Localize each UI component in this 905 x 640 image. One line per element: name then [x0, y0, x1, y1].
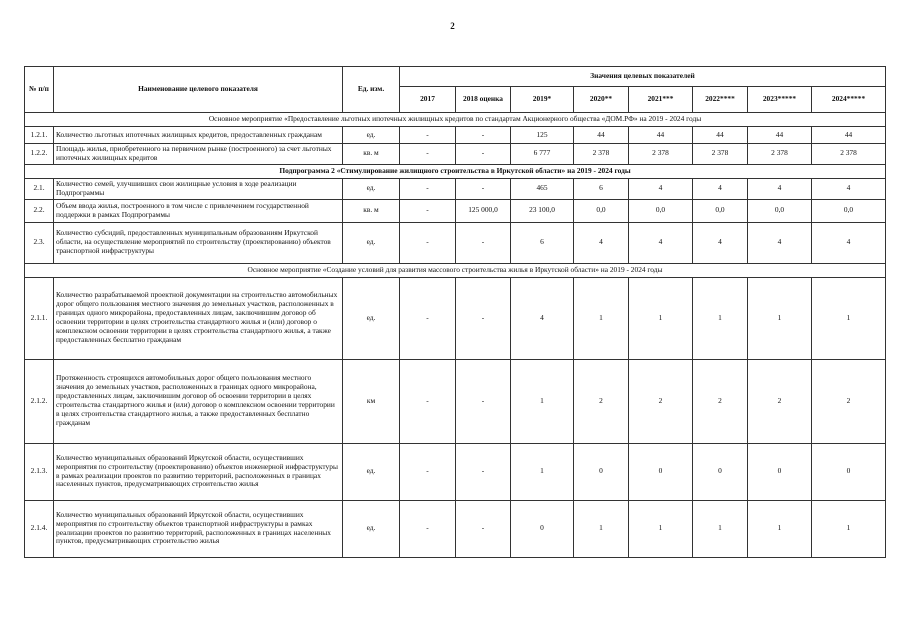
table-row — [25, 127, 886, 144]
row-number: 2.1.2. — [25, 359, 54, 443]
value-cell: 44 — [574, 127, 629, 144]
value-cell: 125 — [511, 127, 574, 144]
value-cell: 0,0 — [629, 199, 693, 222]
value-cell: 0,0 — [748, 199, 812, 222]
value-cell: 0 — [748, 443, 812, 500]
row-number: 2.1.3. — [25, 443, 54, 500]
value-cell: 6 — [574, 178, 629, 199]
value-cell: 2 — [812, 359, 886, 443]
value-cell: - — [456, 500, 511, 557]
value-cell: 4 — [629, 178, 693, 199]
value-cell: 1 — [629, 277, 693, 359]
header-number: № п/п — [25, 67, 54, 113]
value-cell: 1 — [574, 500, 629, 557]
value-cell: 1 — [574, 277, 629, 359]
unit-cell: км — [343, 359, 400, 443]
row-number: 2.3. — [25, 222, 54, 263]
value-cell: 0 — [812, 443, 886, 500]
indicator-name: Количество муниципальных образований Иркутской области, осуществивших мероприятия по строительству объектов транспортной инфраструктуры в рамках реализации проектов по развитию территорий, расположенных в границах населенных пунктов, предусматривающих строительство жилья — [54, 500, 343, 557]
row-number: 2.2. — [25, 199, 54, 222]
value-cell: 1 — [629, 500, 693, 557]
value-cell: 0,0 — [812, 199, 886, 222]
value-cell: 2 378 — [812, 144, 886, 165]
value-cell: 4 — [629, 222, 693, 263]
value-cell: 2 — [748, 359, 812, 443]
value-cell: 1 — [511, 359, 574, 443]
table-row — [25, 500, 886, 557]
value-cell: 4 — [693, 222, 748, 263]
indicator-name: Количество семей, улучшивших свои жилищные условия в ходе реализации Подпрограммы — [54, 178, 343, 199]
unit-cell: ед. — [343, 277, 400, 359]
value-cell: 2 378 — [574, 144, 629, 165]
page-number: 2 — [450, 21, 455, 31]
header-year: 2021*** — [629, 87, 693, 113]
section-title: Основное мероприятие «Создание условий для развития массового строительства жилья в Иркутской области» на 2019 - 2024 годы — [25, 263, 886, 277]
value-cell: 4 — [748, 178, 812, 199]
unit-cell: ед. — [343, 222, 400, 263]
header-year: 2019* — [511, 87, 574, 113]
value-cell: - — [400, 500, 456, 557]
value-cell: - — [400, 178, 456, 199]
value-cell: 4 — [812, 222, 886, 263]
value-cell: - — [456, 222, 511, 263]
header-year: 2018 оценка — [456, 87, 511, 113]
value-cell: 0,0 — [693, 199, 748, 222]
section-title: Основное мероприятие «Предоставление льготных ипотечных жилищных кредитов по стандартам Акционерного общества «ДОМ.РФ» на 2019 - 2024 годы — [25, 113, 886, 127]
row-number: 2.1.4. — [25, 500, 54, 557]
value-cell: 0 — [511, 500, 574, 557]
value-cell: 2 — [629, 359, 693, 443]
indicators-table — [24, 66, 886, 558]
unit-cell: ед. — [343, 500, 400, 557]
unit-cell: кв. м — [343, 144, 400, 165]
value-cell: - — [400, 443, 456, 500]
value-cell: 44 — [693, 127, 748, 144]
value-cell: 465 — [511, 178, 574, 199]
indicator-name: Количество субсидий, предоставленных муниципальным образованиям Иркутской области, на осуществление мероприятий по строительству (проектированию) объектов транспортной инфраструктуры — [54, 222, 343, 263]
header-year: 2023***** — [748, 87, 812, 113]
value-cell: - — [456, 277, 511, 359]
value-cell: - — [400, 144, 456, 165]
value-cell: 1 — [748, 277, 812, 359]
table-body — [25, 113, 886, 558]
value-cell: 44 — [812, 127, 886, 144]
value-cell: - — [400, 359, 456, 443]
section-title: Подпрограмма 2 «Стимулирование жилищного строительства в Иркутской области» на 2019 - 2024 годы — [25, 164, 886, 178]
row-number: 2.1. — [25, 178, 54, 199]
value-cell: 6 777 — [511, 144, 574, 165]
indicator-name: Количество льготных ипотечных жилищных кредитов, предоставленных гражданам — [54, 127, 343, 144]
row-number: 1.2.1. — [25, 127, 54, 144]
indicator-name: Количество муниципальных образований Иркутской области, осуществивших мероприятия по строительству (проектированию) объектов инженерной инфраструктуры в рамках реализации проектов по развитию территорий, расположенных в границах населенных пунктов, предусматривающих строительство жилья — [54, 443, 343, 500]
value-cell: 1 — [812, 277, 886, 359]
table-row — [25, 222, 886, 263]
header-year: 2017 — [400, 87, 456, 113]
value-cell: - — [400, 277, 456, 359]
unit-cell: ед. — [343, 178, 400, 199]
row-number: 1.2.2. — [25, 144, 54, 165]
table-row — [25, 359, 886, 443]
value-cell: 125 000,0 — [456, 199, 511, 222]
unit-cell: кв. м — [343, 199, 400, 222]
value-cell: 4 — [693, 178, 748, 199]
value-cell: 0 — [629, 443, 693, 500]
indicator-name: Количество разрабатываемой проектной документации на строительство автомобильных дорог общего пользования местного значения до земельных участков, расположенных в границах одного микрорайона, предоставленных лицам, заключившим договор об освоении территории в целях строительства стандартного жилья и (или) договор о комплексном освоении территории в целях строительства стандартного жилья, а также предоставленных бесплатно гражданам — [54, 277, 343, 359]
value-cell: 2 — [574, 359, 629, 443]
value-cell: 1 — [812, 500, 886, 557]
value-cell: - — [400, 127, 456, 144]
table-row — [25, 178, 886, 199]
section-row — [25, 113, 886, 127]
value-cell: - — [456, 178, 511, 199]
value-cell: 2 — [693, 359, 748, 443]
section-row — [25, 263, 886, 277]
header-year: 2024***** — [812, 87, 886, 113]
value-cell: 23 100,0 — [511, 199, 574, 222]
value-cell: 0 — [693, 443, 748, 500]
value-cell: - — [456, 144, 511, 165]
value-cell: 4 — [574, 222, 629, 263]
value-cell: 1 — [693, 500, 748, 557]
value-cell: 0,0 — [574, 199, 629, 222]
value-cell: 44 — [748, 127, 812, 144]
value-cell: 2 378 — [693, 144, 748, 165]
value-cell: 0 — [574, 443, 629, 500]
value-cell: 1 — [748, 500, 812, 557]
value-cell: - — [456, 359, 511, 443]
header-values-group: Значения целевых показателей — [400, 67, 886, 87]
indicator-name: Объем ввода жилья, построенного в том числе с привлечением государственной поддержки в рамках Подпрограммы — [54, 199, 343, 222]
value-cell: 2 378 — [629, 144, 693, 165]
unit-cell: ед. — [343, 127, 400, 144]
value-cell: 6 — [511, 222, 574, 263]
table-row — [25, 277, 886, 359]
value-cell: - — [400, 199, 456, 222]
value-cell: - — [400, 222, 456, 263]
value-cell: 4 — [511, 277, 574, 359]
value-cell: - — [456, 443, 511, 500]
header-year: 2022**** — [693, 87, 748, 113]
table-row — [25, 144, 886, 165]
table-row — [25, 199, 886, 222]
header-indicator-name: Наименование целевого показателя — [54, 67, 343, 113]
unit-cell: ед. — [343, 443, 400, 500]
indicator-name: Протяженность строящихся автомобильных дорог общего пользования местного значения до земельных участков, расположенных в границах одного микрорайона, предоставленных лицам, заключившим договор об освоении территории в целях строительства стандартного жилья и (или) договор о комплексном освоении территории в целях строительства стандартного жилья, а также предоставленных бесплатно гражданам — [54, 359, 343, 443]
value-cell: 4 — [812, 178, 886, 199]
value-cell: 44 — [629, 127, 693, 144]
value-cell: 1 — [693, 277, 748, 359]
section-row — [25, 164, 886, 178]
header-year: 2020** — [574, 87, 629, 113]
value-cell: 4 — [748, 222, 812, 263]
value-cell: - — [456, 127, 511, 144]
table-row — [25, 443, 886, 500]
header-unit: Ед. изм. — [343, 67, 400, 113]
value-cell: 2 378 — [748, 144, 812, 165]
row-number: 2.1.1. — [25, 277, 54, 359]
value-cell: 1 — [511, 443, 574, 500]
indicator-name: Площадь жилья, приобретенного на первичном рынке (построенного) за счет льготных ипотечных жилищных кредитов — [54, 144, 343, 165]
